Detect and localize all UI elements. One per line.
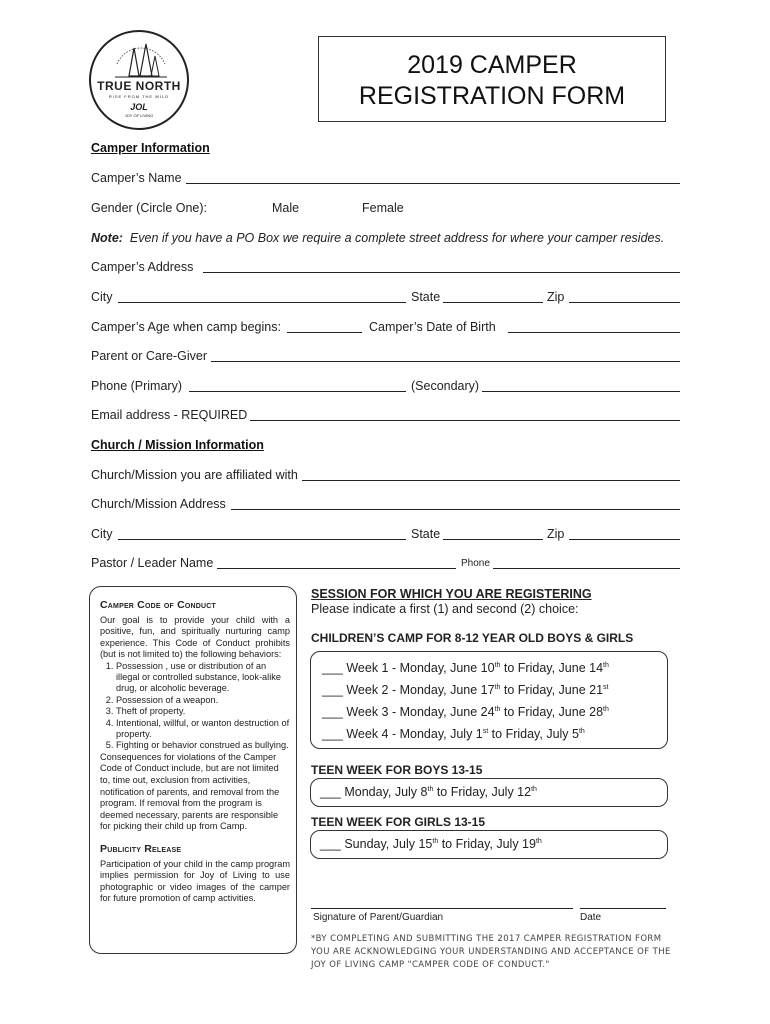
pastor-label: Pastor / Leader Name — [91, 556, 214, 570]
church-affiliated-label: Church/Mission you are affiliated with — [91, 468, 298, 482]
church-city-label: City — [91, 527, 113, 541]
note-text: Even if you have a PO Box we require a complete street address for where your camper resides. — [129, 231, 665, 245]
session-dates-end: to Friday, June 21 — [500, 683, 604, 697]
phone-secondary-field[interactable] — [482, 391, 680, 392]
camper-age-label: Camper’s Age when camp begins: — [91, 320, 281, 334]
camper-age-field[interactable] — [287, 332, 362, 333]
logo-org-sub: JOY OF LIVING — [124, 113, 154, 118]
session-option-teen-girls[interactable] — [320, 837, 542, 851]
acknowledgement-fine-print: *BY COMPLETING AND SUBMITTING THE 2017 CAMPER REGISTRATION FORM YOU ARE ACKNOWLEDGING YOUR UNDERSTANDING AND ACCEPTANCE OF THE JOY OF LIVING CAMP "CAMPER CODE OF CONDUCT." — [311, 934, 671, 970]
gender-male-option[interactable]: Male — [272, 201, 300, 215]
email-field[interactable] — [250, 420, 680, 421]
list-item: 2. Possession of a weapon. — [116, 695, 290, 706]
logo-org: JOL — [130, 102, 148, 112]
note-label: Note: — [91, 231, 123, 245]
church-city-field[interactable] — [118, 539, 406, 540]
parent-field[interactable] — [211, 361, 680, 362]
session-dates-end: to Friday, July 5 — [488, 727, 579, 741]
ordinal: st — [603, 683, 609, 691]
gender-label: Gender (Circle One): — [91, 201, 208, 215]
list-item: 4. Intentional, willful, or wanton destruction of property. — [116, 718, 290, 741]
session-dates: Week 1 - Monday, June 10 — [346, 661, 495, 675]
camp-logo — [89, 30, 189, 130]
session-dates: Week 2 - Monday, June 17 — [346, 683, 495, 697]
code-of-conduct-intro: Our goal is to provide your child with a positive, fun, and spiritually nurturing camp experience. This Code of Conduct prohibits (but is not limited to) the following behaviors: — [100, 615, 290, 660]
session-dates-end: to Friday, July 12 — [433, 785, 532, 799]
ordinal: th — [427, 785, 434, 793]
camper-name-label: Camper’s Name — [91, 171, 182, 185]
session-option-week-4[interactable] — [322, 727, 585, 741]
phone-primary-field[interactable] — [189, 391, 406, 392]
choice-blank[interactable]: ___ — [320, 837, 341, 851]
church-address-label: Church/Mission Address — [91, 497, 226, 511]
ordinal: th — [603, 661, 609, 669]
title-line-1: 2019 CAMPER — [407, 51, 577, 79]
session-dates: Week 4 - Monday, July 1 — [346, 727, 483, 741]
list-item: 3. Theft of property. — [116, 706, 290, 717]
sessions-subheading: Please indicate a first (1) and second (2) choice: — [311, 602, 579, 616]
title-line-2: REGISTRATION FORM — [358, 82, 626, 110]
camper-dob-field[interactable] — [508, 332, 680, 333]
code-of-conduct-list — [100, 661, 290, 752]
church-zip-label: Zip — [547, 527, 565, 541]
session-dates-end: to Friday, July 19 — [438, 837, 536, 851]
code-of-conduct-heading: Camper Code of Conduct — [100, 599, 217, 611]
camper-zip-field[interactable] — [569, 302, 680, 303]
logo-tagline: RISE FROM THE WILD — [108, 94, 170, 99]
list-item: 5. Fighting or behavior construed as bullying. — [116, 740, 290, 751]
pastor-phone-label: Phone — [461, 558, 490, 569]
code-of-conduct-box — [89, 586, 297, 954]
children-camp-heading: CHILDREN’S CAMP FOR 8-12 YEAR OLD BOYS & GIRLS — [311, 631, 634, 645]
choice-blank[interactable]: ___ — [322, 683, 343, 697]
session-dates-end: to Friday, June 28 — [500, 705, 604, 719]
church-state-field[interactable] — [443, 539, 543, 540]
session-dates: Monday, July 8 — [344, 785, 428, 799]
church-address-field[interactable] — [231, 509, 680, 510]
form-title-box — [318, 36, 666, 122]
date-label: Date — [580, 912, 602, 923]
ordinal: st — [482, 727, 489, 735]
camper-city-label: City — [91, 290, 113, 304]
camper-address-field[interactable] — [203, 272, 680, 273]
address-note — [91, 231, 664, 245]
ordinal: th — [578, 727, 585, 735]
ordinal: th — [603, 705, 609, 713]
pastor-phone-field[interactable] — [493, 568, 680, 569]
gender-female-option[interactable]: Female — [362, 201, 404, 215]
church-state-label: State — [411, 527, 441, 541]
camper-info-heading: Camper Information — [91, 141, 210, 155]
session-option-week-2[interactable] — [322, 683, 608, 697]
pine-trees-icon — [91, 32, 189, 82]
signature-field[interactable] — [311, 908, 573, 909]
session-dates-end: to Friday, June 14 — [500, 661, 604, 675]
camper-state-field[interactable] — [443, 302, 543, 303]
ordinal: th — [531, 785, 537, 793]
camper-dob-label: Camper’s Date of Birth — [369, 320, 496, 334]
choice-blank[interactable]: ___ — [322, 661, 343, 675]
choice-blank[interactable]: ___ — [322, 705, 343, 719]
church-zip-field[interactable] — [569, 539, 680, 540]
ordinal: th — [535, 837, 542, 845]
code-of-conduct-consequences: Consequences for violations of the Camper Code of Conduct include, but are not limited to, time out, exclusion from activities, notification of parents, and removal from the program. If removal from the program is deemed necessary, parents are responsible for picking their child up from Camp. — [100, 751, 280, 832]
church-info-heading: Church / Mission Information — [91, 438, 264, 452]
ordinal: th — [494, 661, 501, 669]
phone-primary-label: Phone (Primary) — [91, 379, 182, 393]
session-dates: Week 3 - Monday, June 24 — [346, 705, 495, 719]
session-option-teen-boys[interactable] — [320, 785, 537, 799]
ordinal: th — [494, 683, 501, 691]
list-item: 1. Possession , use or distribution of an illegal or controlled substance, look-alike drug, or alcoholic beverage. — [116, 661, 290, 695]
choice-blank[interactable]: ___ — [320, 785, 341, 799]
email-label: Email address - REQUIRED — [91, 408, 248, 422]
session-dates: Sunday, July 15 — [344, 837, 433, 851]
camper-state-label: State — [411, 290, 441, 304]
parent-label: Parent or Care-Giver — [91, 349, 208, 363]
teen-girls-heading: TEEN WEEK FOR GIRLS 13-15 — [311, 815, 486, 829]
church-affiliated-field[interactable] — [302, 480, 680, 481]
session-option-week-1[interactable] — [322, 661, 609, 675]
choice-blank[interactable]: ___ — [322, 727, 343, 741]
publicity-release-text: Participation of your child in the camp program implies permission for Joy of Living to use photographic or video images of the camper for future promotion of camp activities. — [100, 859, 290, 904]
teen-boys-heading: TEEN WEEK FOR BOYS 13-15 — [311, 763, 483, 777]
pastor-field[interactable] — [217, 568, 456, 569]
ordinal: th — [494, 705, 501, 713]
session-option-week-3[interactable] — [322, 705, 609, 719]
date-field[interactable] — [580, 908, 666, 909]
camper-name-field[interactable] — [186, 183, 680, 184]
sessions-heading: SESSION FOR WHICH YOU ARE REGISTERING — [311, 587, 592, 601]
publicity-release-heading: Publicity Release — [100, 843, 182, 856]
phone-secondary-label: (Secondary) — [411, 379, 480, 393]
camper-zip-label: Zip — [547, 290, 565, 304]
ordinal: th — [432, 837, 439, 845]
camper-city-field[interactable] — [118, 302, 406, 303]
signature-label: Signature of Parent/Guardian — [313, 912, 444, 923]
logo-name: TRUE NORTH — [97, 79, 181, 93]
camper-address-label: Camper’s Address — [91, 260, 194, 274]
